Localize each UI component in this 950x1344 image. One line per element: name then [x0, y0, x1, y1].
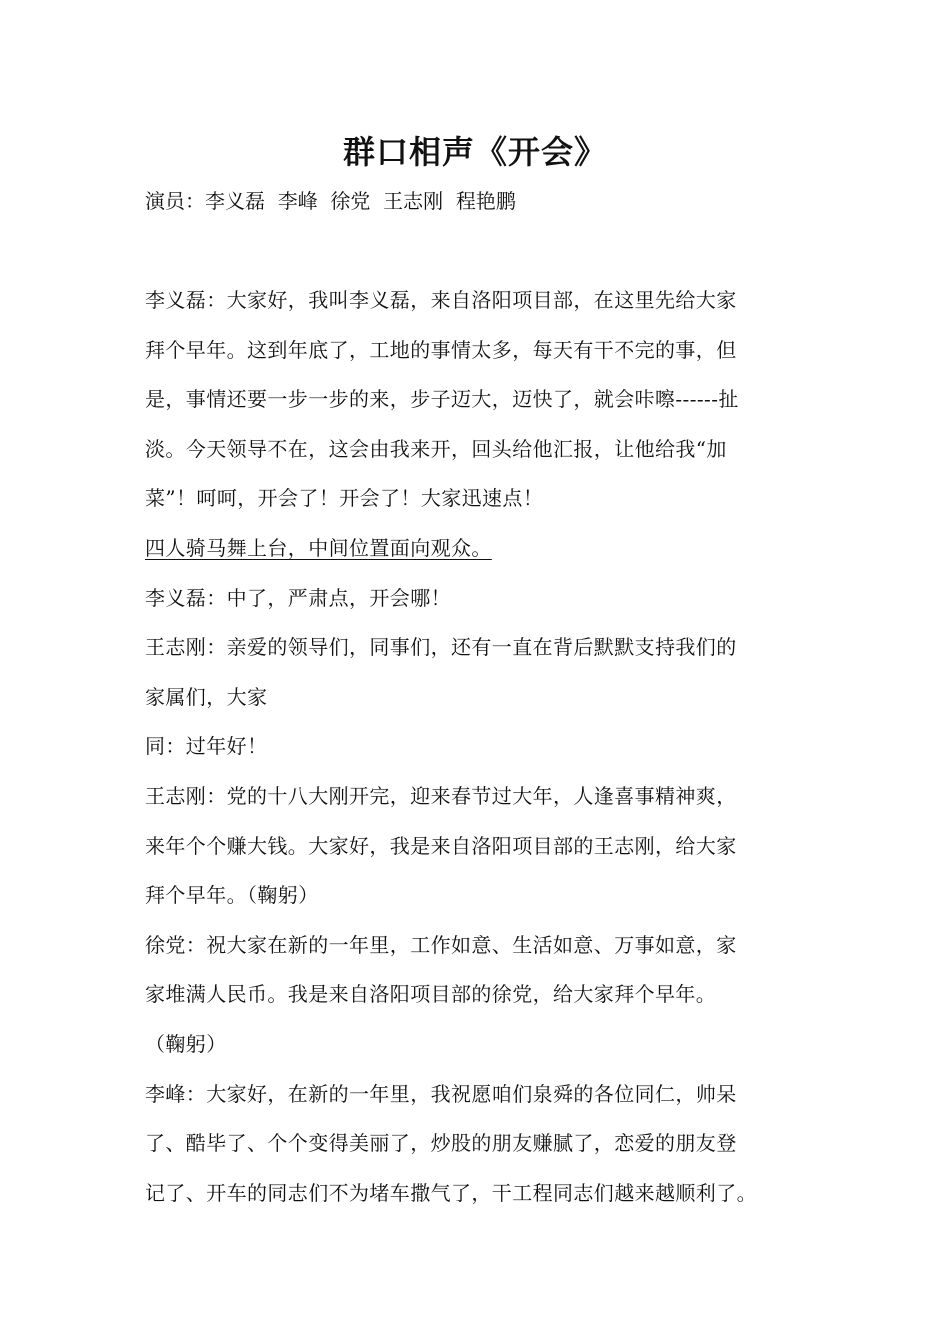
script-line: 李峰：大家好，在新的一年里，我祝愿咱们泉舜的各位同仁，帅呆: [145, 1081, 737, 1106]
document-title: 群口相声《开会》: [342, 133, 607, 171]
stage-direction: [145, 532, 825, 582]
cast-list: 演员：李义磊 李峰 徐党 王志刚 程艳鹏: [145, 189, 516, 213]
script-line: 徐党：祝大家在新的一年里，工作如意、生活如意、万事如意，家: [145, 932, 737, 957]
script-line: 是，事情还要一步一步的来，步子迈大，迈快了，就会咔嚓------扯: [145, 387, 739, 412]
script-line: 家属们，大家: [145, 684, 268, 709]
script-line: 拜个早年。这到年底了，工地的事情太多，每天有干不完的事，但: [145, 337, 737, 362]
script-line: 家堆满人民币。我是来自洛阳项目部的徐党，给大家拜个早年。: [145, 982, 717, 1007]
script-line: 李义磊：中了，严肃点，开会哪！: [145, 585, 451, 610]
script-line: 了、酷毕了、个个变得美丽了，炒股的朋友赚腻了，恋爱的朋友登: [145, 1131, 737, 1156]
script-body: [145, 284, 825, 1226]
script-line: 同：过年好！: [145, 734, 268, 759]
script-line: 来年个个赚大钱。大家好，我是来自洛阳项目部的王志刚，给大家: [145, 833, 737, 858]
script-line: 王志刚：亲爱的领导们，同事们，还有一直在背后默默支持我们的: [145, 635, 737, 660]
script-line: 淡。今天领导不在，这会由我来开，回头给他汇报，让他给我“加: [145, 436, 727, 461]
script-line: （鞠躬）: [145, 1031, 227, 1056]
script-line: 菜”！呵呵，开会了！开会了！大家迅速点！: [145, 486, 544, 511]
script-line: 王志刚：党的十八大刚开完，迎来春节过大年，人逢喜事精神爽，: [145, 783, 737, 808]
script-line: 记了、开车的同志们不为堵车撒气了，干工程同志们越来越顺利了。: [145, 1180, 757, 1205]
script-line: 拜个早年。（鞠躬）: [145, 883, 319, 908]
script-line: 李义磊：大家好，我叫李义磊，来自洛阳项目部，在这里先给大家: [145, 288, 737, 312]
stage-direction-text: 四人骑马舞上台，中间位置面向观众。: [145, 535, 492, 560]
